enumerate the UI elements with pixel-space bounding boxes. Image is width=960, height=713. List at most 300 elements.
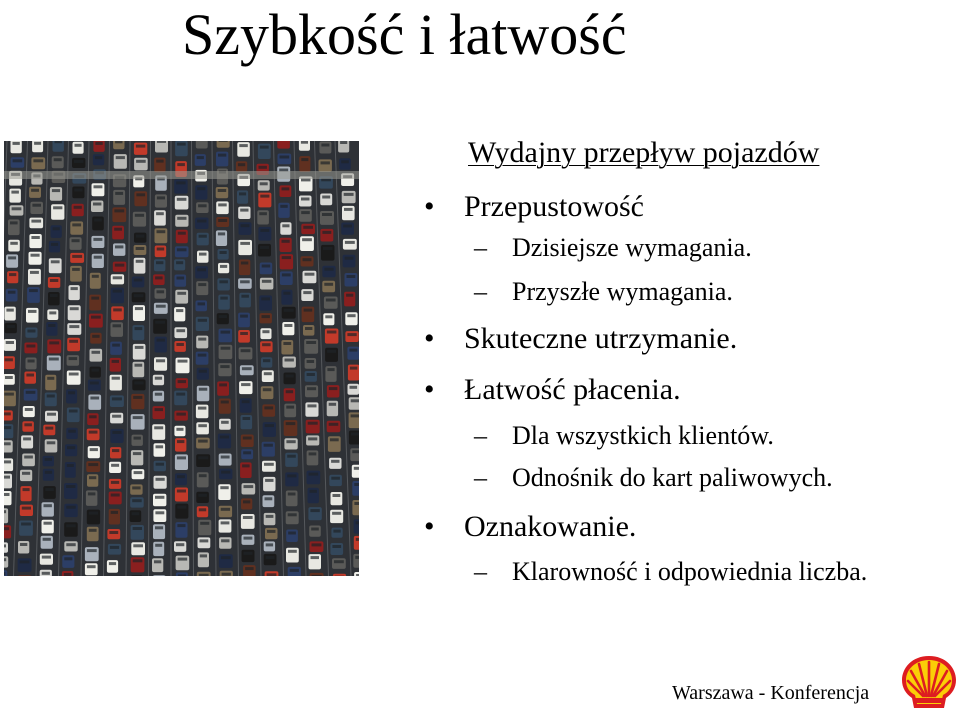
car bbox=[174, 341, 186, 352]
car bbox=[174, 259, 185, 270]
car-window bbox=[333, 530, 340, 533]
car bbox=[131, 542, 145, 555]
car-window bbox=[308, 437, 317, 440]
car-window bbox=[219, 315, 227, 318]
car-window bbox=[349, 349, 357, 352]
car-window bbox=[90, 397, 99, 400]
car-window bbox=[306, 341, 316, 344]
car-window bbox=[4, 442, 11, 445]
car-window bbox=[45, 488, 54, 491]
car bbox=[197, 233, 209, 246]
car bbox=[195, 218, 208, 230]
car-window bbox=[111, 511, 118, 514]
car-window bbox=[47, 395, 55, 398]
car-window bbox=[288, 493, 296, 496]
car-window bbox=[221, 539, 229, 542]
car-window bbox=[51, 260, 60, 263]
car bbox=[130, 510, 142, 522]
car bbox=[348, 384, 360, 395]
bullet-item-2 bbox=[424, 320, 737, 358]
car-window bbox=[115, 192, 123, 195]
car-window bbox=[155, 544, 162, 547]
car-window bbox=[156, 212, 164, 215]
car-window bbox=[327, 350, 336, 353]
bullet-marker: • bbox=[424, 373, 435, 406]
car-window bbox=[282, 256, 291, 259]
car-window bbox=[64, 557, 72, 560]
car-window bbox=[135, 346, 144, 349]
car-window bbox=[354, 467, 359, 470]
car bbox=[345, 312, 357, 325]
car-window bbox=[350, 386, 358, 389]
car-window bbox=[220, 486, 228, 489]
car-window bbox=[261, 297, 270, 300]
car-window bbox=[218, 232, 225, 235]
car-window bbox=[67, 464, 74, 467]
car-window bbox=[176, 413, 186, 416]
car-window bbox=[341, 160, 349, 163]
car-window bbox=[74, 206, 82, 209]
car-window bbox=[10, 221, 18, 224]
car-window bbox=[13, 159, 23, 162]
car-window bbox=[176, 393, 185, 396]
car-window bbox=[68, 430, 76, 433]
car-window bbox=[135, 327, 143, 330]
car bbox=[174, 541, 186, 552]
car-window bbox=[114, 228, 122, 231]
car-window bbox=[55, 141, 62, 143]
car-window bbox=[222, 573, 231, 576]
car bbox=[174, 426, 185, 436]
car-window bbox=[111, 481, 119, 484]
car-window bbox=[28, 360, 35, 363]
car-window bbox=[23, 488, 30, 491]
car bbox=[176, 378, 188, 388]
car-window bbox=[198, 302, 206, 305]
car-window bbox=[282, 187, 290, 190]
car-window bbox=[4, 426, 11, 429]
car-window bbox=[219, 383, 227, 386]
car-window bbox=[177, 217, 186, 220]
car bbox=[20, 470, 32, 481]
car bbox=[196, 352, 209, 365]
car-window bbox=[264, 406, 273, 409]
bullet-marker: • bbox=[424, 190, 435, 223]
car bbox=[65, 444, 77, 456]
car-window bbox=[354, 483, 359, 486]
car-window bbox=[262, 315, 270, 318]
car-window bbox=[199, 235, 207, 238]
shell-logo-icon bbox=[900, 654, 958, 710]
car-window bbox=[112, 377, 120, 380]
car-window bbox=[155, 408, 164, 411]
car bbox=[43, 456, 54, 467]
car bbox=[239, 347, 253, 359]
car bbox=[216, 201, 229, 214]
car bbox=[153, 391, 164, 402]
car-window bbox=[89, 415, 96, 418]
car-window bbox=[267, 530, 276, 533]
car bbox=[284, 438, 297, 449]
car-window bbox=[287, 455, 296, 458]
car-window bbox=[52, 189, 60, 192]
car-window bbox=[197, 220, 206, 223]
car-window bbox=[115, 264, 125, 267]
car-window bbox=[177, 440, 184, 443]
car-window bbox=[307, 360, 315, 363]
car bbox=[258, 244, 271, 257]
car-window bbox=[326, 299, 336, 302]
car-window bbox=[260, 146, 269, 149]
car bbox=[352, 465, 359, 478]
car bbox=[239, 222, 252, 235]
car-window bbox=[218, 189, 227, 192]
car-window bbox=[197, 268, 206, 271]
car-window bbox=[136, 145, 145, 148]
car bbox=[195, 266, 208, 278]
car-window bbox=[347, 333, 356, 336]
car bbox=[110, 447, 121, 458]
car-window bbox=[221, 556, 231, 559]
car bbox=[87, 474, 98, 487]
car-window bbox=[282, 273, 291, 276]
car-window bbox=[243, 417, 251, 420]
car bbox=[343, 239, 357, 250]
car bbox=[329, 475, 342, 486]
car-window bbox=[260, 195, 269, 198]
car bbox=[347, 347, 359, 360]
car-window bbox=[178, 380, 186, 383]
car-window bbox=[4, 412, 11, 415]
car-window bbox=[199, 253, 207, 256]
car bbox=[197, 506, 208, 517]
car-window bbox=[13, 142, 20, 145]
car-window bbox=[301, 211, 310, 214]
car-window bbox=[27, 330, 35, 333]
car bbox=[8, 240, 19, 252]
car-window bbox=[307, 404, 316, 407]
car-window bbox=[132, 499, 142, 502]
car bbox=[90, 349, 103, 362]
car bbox=[18, 575, 32, 576]
car-window bbox=[93, 203, 101, 206]
car bbox=[134, 143, 147, 155]
car-window bbox=[284, 309, 294, 312]
car-window bbox=[29, 289, 38, 292]
dash-marker: – bbox=[474, 557, 487, 586]
car-window bbox=[4, 558, 6, 561]
car-window bbox=[286, 375, 294, 378]
car-window bbox=[95, 156, 102, 159]
car-window bbox=[266, 543, 273, 546]
bullet-text: Skuteczne utrzymanie. bbox=[464, 322, 738, 355]
car-window bbox=[9, 273, 16, 276]
car-window bbox=[24, 456, 33, 459]
car bbox=[154, 303, 168, 314]
car bbox=[86, 461, 100, 472]
car-window bbox=[334, 560, 344, 563]
car bbox=[242, 550, 255, 562]
car bbox=[262, 370, 274, 382]
car bbox=[72, 187, 84, 199]
car-window bbox=[178, 574, 186, 576]
car-window bbox=[69, 373, 79, 376]
car-window bbox=[111, 464, 119, 467]
car-window bbox=[157, 290, 165, 293]
car-window bbox=[113, 308, 122, 311]
car-window bbox=[220, 365, 229, 368]
car-window bbox=[198, 456, 208, 459]
car-window bbox=[134, 279, 143, 282]
car bbox=[238, 278, 252, 289]
car bbox=[197, 368, 209, 380]
car-window bbox=[350, 367, 358, 370]
car-window bbox=[72, 268, 80, 271]
car-window bbox=[7, 325, 15, 328]
car-window bbox=[87, 565, 96, 568]
car bbox=[72, 158, 85, 168]
car-window bbox=[53, 227, 60, 230]
car-window bbox=[113, 276, 122, 279]
car bbox=[301, 224, 315, 234]
car bbox=[305, 371, 317, 382]
car bbox=[301, 256, 314, 266]
car-window bbox=[241, 349, 251, 352]
car bbox=[196, 202, 209, 213]
car bbox=[155, 194, 167, 207]
car-window bbox=[244, 552, 253, 555]
car-window bbox=[221, 347, 231, 350]
car-window bbox=[266, 556, 275, 559]
car-window bbox=[332, 545, 341, 548]
car-window bbox=[74, 160, 83, 163]
car-window bbox=[89, 512, 98, 515]
car-window bbox=[45, 458, 52, 461]
car bbox=[320, 229, 333, 242]
car-window bbox=[241, 224, 250, 227]
car-window bbox=[351, 414, 359, 417]
car bbox=[130, 484, 142, 494]
car-window bbox=[30, 271, 39, 274]
car-window bbox=[331, 460, 339, 463]
car bbox=[282, 307, 296, 319]
car bbox=[219, 454, 232, 466]
car bbox=[6, 254, 18, 267]
bullet-item-3 bbox=[424, 371, 681, 409]
car-window bbox=[93, 238, 102, 241]
car-window bbox=[197, 187, 205, 190]
car-window bbox=[287, 474, 296, 477]
car-window bbox=[4, 393, 14, 396]
car bbox=[45, 411, 58, 422]
car-window bbox=[307, 387, 316, 390]
car-window bbox=[199, 474, 207, 477]
car-window bbox=[347, 275, 356, 278]
car bbox=[110, 413, 123, 424]
car bbox=[29, 218, 43, 229]
bullet-item-1 bbox=[424, 188, 644, 226]
car-window bbox=[200, 522, 209, 525]
car bbox=[303, 271, 317, 284]
car-window bbox=[345, 257, 354, 260]
car bbox=[265, 528, 278, 539]
car bbox=[29, 252, 42, 265]
car-window bbox=[198, 494, 207, 497]
car bbox=[286, 530, 298, 543]
car-window bbox=[177, 248, 187, 251]
car-window bbox=[280, 156, 290, 159]
car-window bbox=[72, 255, 82, 258]
car bbox=[219, 469, 232, 480]
car-window bbox=[264, 444, 273, 447]
car-window bbox=[154, 426, 163, 429]
car-window bbox=[301, 158, 308, 161]
car-window bbox=[303, 291, 311, 294]
car-window bbox=[24, 423, 32, 426]
car-window bbox=[69, 340, 78, 343]
car-window bbox=[54, 158, 62, 161]
car-window bbox=[285, 359, 294, 362]
car-window bbox=[266, 515, 274, 518]
car bbox=[108, 544, 121, 555]
car-window bbox=[286, 390, 293, 393]
car bbox=[175, 215, 188, 227]
car-window bbox=[199, 388, 208, 391]
car-window bbox=[20, 560, 30, 563]
car-window bbox=[309, 473, 319, 476]
car-window bbox=[177, 490, 186, 493]
car bbox=[73, 142, 84, 154]
car-window bbox=[6, 341, 14, 344]
traffic-jam-image bbox=[4, 141, 359, 576]
car-window bbox=[113, 324, 122, 327]
car-window bbox=[44, 522, 52, 525]
car-window bbox=[20, 543, 27, 546]
car-window bbox=[343, 225, 352, 228]
car-window bbox=[283, 342, 291, 345]
car bbox=[43, 486, 56, 499]
car bbox=[47, 309, 58, 320]
car-window bbox=[112, 344, 120, 347]
car-window bbox=[156, 261, 163, 264]
car-window bbox=[323, 247, 333, 250]
car-window bbox=[42, 572, 50, 575]
car-window bbox=[31, 254, 40, 257]
car-window bbox=[116, 156, 125, 159]
car-window bbox=[156, 463, 164, 466]
sub-text: Klarowność i odpowiednia liczba. bbox=[512, 557, 868, 586]
car bbox=[343, 255, 356, 268]
car-window bbox=[134, 471, 143, 474]
car-window bbox=[284, 324, 292, 327]
car-window bbox=[177, 456, 186, 459]
car-window bbox=[198, 440, 208, 443]
car-window bbox=[303, 258, 312, 261]
car bbox=[219, 506, 232, 517]
car-window bbox=[71, 287, 78, 290]
car-window bbox=[156, 445, 164, 448]
car-window bbox=[133, 544, 143, 547]
car-window bbox=[72, 223, 81, 226]
car-window bbox=[12, 207, 22, 210]
car bbox=[25, 328, 37, 338]
car bbox=[175, 246, 189, 257]
car bbox=[134, 233, 146, 243]
car-window bbox=[66, 485, 75, 488]
car-window bbox=[4, 476, 10, 479]
car bbox=[301, 289, 313, 301]
car bbox=[327, 421, 341, 433]
car bbox=[216, 187, 229, 198]
car bbox=[282, 322, 294, 335]
car-window bbox=[240, 280, 250, 283]
car-window bbox=[220, 297, 228, 300]
car-window bbox=[92, 275, 99, 278]
car bbox=[131, 575, 143, 576]
car-window bbox=[221, 471, 230, 474]
bullet-text: Przepustowość bbox=[464, 190, 644, 223]
car-window bbox=[198, 283, 206, 286]
car-window bbox=[91, 297, 99, 300]
car-window bbox=[177, 524, 185, 527]
car-window bbox=[21, 523, 31, 526]
car-window bbox=[356, 521, 359, 524]
sub-text: Odnośnik do kart paliwowych. bbox=[512, 463, 833, 492]
car-window bbox=[28, 310, 37, 313]
car-window bbox=[69, 357, 78, 360]
car bbox=[219, 519, 232, 532]
car-window bbox=[344, 193, 354, 196]
car bbox=[345, 331, 358, 342]
car-window bbox=[286, 422, 296, 425]
car-window bbox=[221, 521, 230, 524]
car-window bbox=[265, 424, 274, 427]
car bbox=[286, 511, 299, 524]
sub-item-3-1 bbox=[474, 419, 774, 453]
car-window bbox=[288, 513, 297, 516]
car bbox=[153, 375, 164, 386]
car-window bbox=[240, 242, 250, 245]
car-window bbox=[199, 574, 209, 576]
car bbox=[92, 183, 105, 196]
car bbox=[332, 558, 346, 569]
car-window bbox=[351, 399, 359, 402]
toll-plaza-canopy bbox=[4, 171, 359, 179]
dash-marker: – bbox=[474, 463, 487, 492]
car bbox=[196, 300, 208, 311]
dash-marker: – bbox=[474, 233, 487, 262]
car-window bbox=[133, 396, 142, 399]
car-window bbox=[69, 325, 79, 328]
car-window bbox=[177, 163, 185, 166]
car-window bbox=[263, 359, 270, 362]
car bbox=[241, 435, 254, 448]
car bbox=[153, 406, 166, 419]
car bbox=[238, 207, 250, 219]
car bbox=[90, 333, 101, 344]
car-window bbox=[322, 213, 332, 216]
car-window bbox=[329, 403, 336, 406]
car bbox=[4, 374, 15, 385]
car bbox=[22, 454, 35, 467]
car-window bbox=[156, 478, 165, 481]
car bbox=[309, 526, 321, 537]
car-window bbox=[354, 502, 359, 505]
car-window bbox=[322, 231, 331, 234]
car-window bbox=[134, 294, 144, 297]
car bbox=[329, 458, 341, 469]
car-window bbox=[177, 277, 185, 280]
